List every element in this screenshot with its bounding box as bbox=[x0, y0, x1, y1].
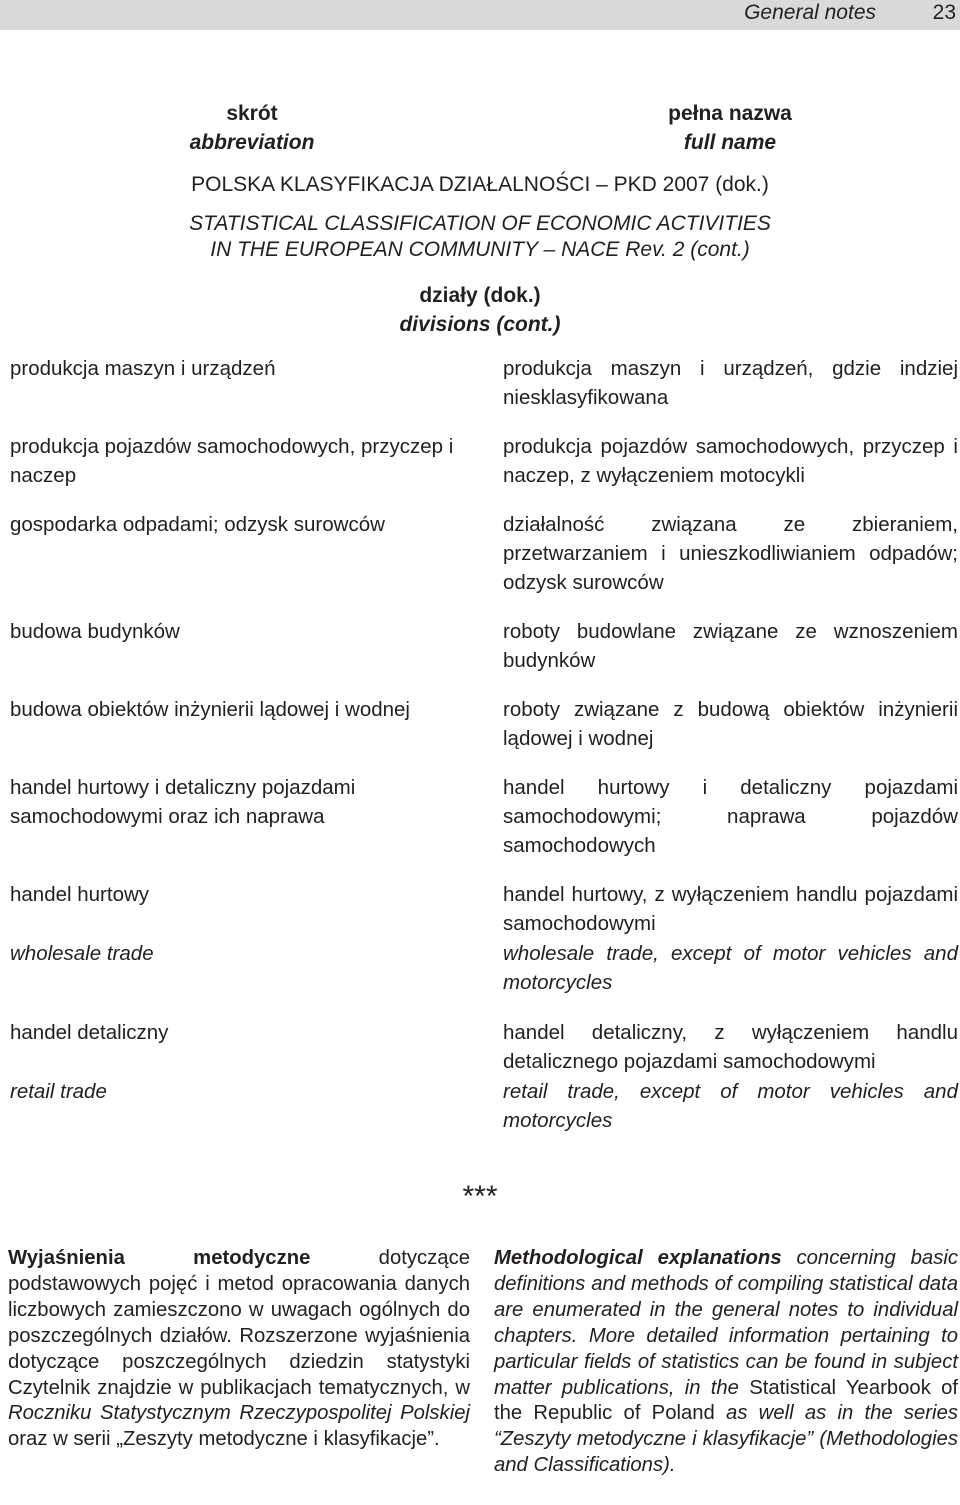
entry-full: roboty budowlane związane ze wznoszeniem budynków bbox=[503, 620, 958, 672]
yearbook-title-en: Statistical Yearbook of the Republic of Poland bbox=[494, 1376, 958, 1425]
section-title-pl: działy (dok.) bbox=[419, 284, 541, 307]
entry-abbr: handel hurtowy bbox=[10, 883, 150, 906]
entry-abbr: handel detaliczny bbox=[10, 1021, 169, 1044]
entry-full: retail trade, except of motor vehicles and motorcycles bbox=[503, 1080, 958, 1132]
section-separator: *** bbox=[462, 1180, 498, 1213]
entry-full: handel hurtowy i detaliczny pojazdami samochodowymi; naprawa pojazdów samochodowych bbox=[503, 776, 958, 857]
running-header-title: General notes bbox=[744, 1, 876, 24]
entry-full: wholesale trade, except of motor vehicles and motorcycles bbox=[503, 942, 958, 994]
page-number: 23 bbox=[932, 1, 956, 24]
entry-full: handel detaliczny, z wyłączeniem handlu detalicznego pojazdami samochodowymi bbox=[503, 1021, 958, 1073]
entry-abbr: retail trade bbox=[10, 1080, 107, 1103]
entry-full: produkcja pojazdów samochodowych, przyczep i naczep, z wyłączeniem motocykli bbox=[503, 435, 958, 487]
entry-abbr: produkcja maszyn i urządzeń bbox=[10, 357, 276, 380]
entry-full: produkcja maszyn i urządzeń, gdzie indziej niesklasyfikowana bbox=[503, 357, 958, 409]
methodology-text-pl-end: oraz w serii „Zeszyty metodyczne i klasyfikacje”. bbox=[8, 1428, 440, 1451]
entry-abbr: wholesale trade bbox=[10, 942, 154, 965]
column-head-fullname-en: full name bbox=[683, 131, 777, 154]
entry-abbr: budowa obiektów inżynierii lądowej i wodnej bbox=[10, 698, 410, 721]
classification-title-en-line2: IN THE EUROPEAN COMMUNITY – NACE Rev. 2 (cont.) bbox=[210, 238, 750, 261]
entry-full: handel hurtowy, z wyłączeniem handlu pojazdami samochodowymi bbox=[503, 883, 958, 935]
column-head-fullname-pl: pełna nazwa bbox=[668, 102, 792, 125]
methodology-text-en-end: as well as in the series “Zeszyty metodyczne i klasyfikacje” (Methodologies and Classifications). bbox=[494, 1402, 958, 1477]
methodology-text-en: concerning basic definitions and methods of compiling statistical data are enumerated in the general notes to individual chapters. More detailed information pertaining to particular fields of statistics can be found in subject matter publications, in the bbox=[494, 1247, 958, 1399]
methodology-note-en bbox=[494, 1246, 958, 1479]
entry-abbr: produkcja pojazdów samochodowych, przyczep i naczep bbox=[10, 435, 454, 487]
methodology-lead-en: Methodological explanations bbox=[494, 1247, 782, 1269]
classification-title-en-line1: STATISTICAL CLASSIFICATION OF ECONOMIC ACTIVITIES bbox=[189, 212, 771, 235]
methodology-text-pl: dotyczące podstawowych pojęć i metod opracowania danych liczbowych zamieszczono w uwagach ogólnych do poszczególnych działów. Rozszerzone wyjaśnienia dotyczące poszczególnych dziedzin statystyki Czytelnik znajdzie w publikacjach tematycznych, w bbox=[8, 1247, 470, 1399]
methodology-note-pl bbox=[8, 1246, 470, 1453]
column-head-abbreviation-pl: skrót bbox=[226, 102, 278, 125]
classification-title-pl: POLSKA KLASYFIKACJA DZIAŁALNOŚCI – PKD 2007 (dok.) bbox=[191, 173, 769, 196]
entry-full: roboty związane z budową obiektów inżynierii lądowej i wodnej bbox=[503, 698, 958, 750]
section-title-en: divisions (cont.) bbox=[399, 313, 561, 336]
entry-abbr: handel hurtowy i detaliczny pojazdami samochodowymi oraz ich naprawa bbox=[10, 776, 356, 828]
entry-abbr: gospodarka odpadami; odzysk surowców bbox=[10, 513, 385, 536]
column-head-abbreviation-en: abbreviation bbox=[189, 131, 315, 154]
methodology-lead-pl: Wyjaśnienia metodyczne bbox=[8, 1247, 311, 1269]
yearbook-title-pl: Roczniku Statystycznym Rzeczypospolitej Polskiej bbox=[8, 1402, 470, 1425]
entry-full: działalność związana ze zbieraniem, przetwarzaniem i unieszkodliwianiem odpadów; odzysk surowców bbox=[503, 513, 958, 594]
entry-abbr: budowa budynków bbox=[10, 620, 180, 643]
